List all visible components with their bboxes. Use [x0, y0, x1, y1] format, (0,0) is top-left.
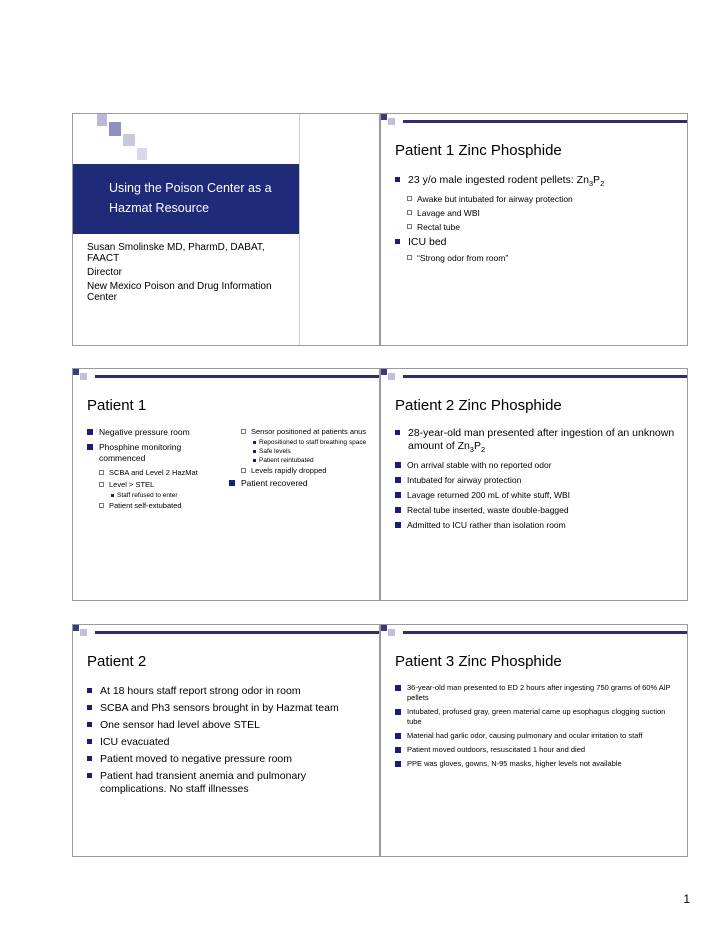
slide-title-text: Patient 1 — [87, 397, 147, 414]
left-column — [87, 427, 229, 513]
decor-square — [123, 134, 135, 146]
bullet: Negative pressure room — [87, 427, 229, 438]
slide-title-text: Patient 2 Zinc Phosphide — [395, 397, 562, 414]
bullet: At 18 hours staff report strong odor in room — [87, 685, 371, 698]
author-role: Director — [87, 267, 123, 278]
sub-bullet: Awake but intubated for airway protection — [395, 194, 679, 205]
slide-content — [395, 174, 679, 267]
bullet: Patient had transient anemia and pulmonary complications. No staff illnesses — [87, 770, 371, 796]
sub-bullet: Level > STEL — [87, 480, 229, 489]
slide-title — [72, 113, 380, 346]
bullet: ICU bed — [395, 236, 679, 249]
bullet: 36-year-old man presented to ED 2 hours after ingesting 750 grams of 60% AlP pellets — [395, 683, 679, 703]
slide-title-text: Patient 2 — [87, 653, 147, 670]
slide-patient2-zinc-phosphide — [380, 368, 688, 601]
right-column — [229, 427, 371, 513]
sub-sub-bullet: Staff refused to enter — [87, 492, 229, 500]
decor-square — [97, 114, 107, 126]
sub-bullet: “Strong odor from room” — [395, 253, 679, 264]
bullet: One sensor had level above STEL — [87, 719, 371, 732]
slide-patient3-zinc-phosphide — [380, 624, 688, 857]
bullet: Material had garlic odor, causing pulmonary and ocular irritation to staff — [395, 731, 679, 741]
bullet: On arrival stable with no reported odor — [395, 460, 679, 471]
slide-decoration — [381, 369, 687, 383]
title-line: Using the Poison Center as a — [109, 181, 272, 195]
sub-bullet: Lavage and WBI — [395, 208, 679, 219]
sub-bullet: Sensor positioned at patients anus — [229, 427, 371, 436]
slide-decoration — [381, 114, 687, 128]
bullet: 23 y/o male ingested rodent pellets: $Zn_3P_2$ — [395, 174, 679, 190]
bullet: Intubated, profused gray, green material came up esophagus clogging suction tube — [395, 707, 679, 727]
title-line: Hazmat Resource — [109, 201, 210, 215]
sub-bullet: Patient self-extubated — [87, 501, 229, 510]
decor-square — [137, 148, 147, 160]
bullet: Patient moved outdoors, resuscitated 1 hour and died — [395, 745, 679, 755]
author-block — [87, 242, 287, 306]
slide-content — [87, 427, 371, 513]
bullet: Lavage returned 200 mL of white stuff, WBI — [395, 490, 679, 501]
slide-title-text: Patient 1 Zinc Phosphide — [395, 142, 562, 159]
sub-sub-bullet: Patient reintubated — [229, 457, 371, 465]
slide-content — [395, 427, 679, 535]
slide-title-text: Patient 3 Zinc Phosphide — [395, 653, 562, 670]
author-org: New Mexico Poison and Drug Information Center — [87, 281, 272, 303]
decor-line — [299, 114, 300, 345]
sub-sub-bullet: Repositioned to staff breathing space — [229, 439, 371, 447]
slide-patient1-zinc-phosphide — [380, 113, 688, 346]
slide-content — [395, 683, 679, 773]
bullet: ICU evacuated — [87, 736, 371, 749]
sub-bullet: SCBA and Level 2 HazMat — [87, 468, 229, 477]
bullet: Rectal tube inserted, waste double-bagged — [395, 505, 679, 516]
bullet: Phosphine monitoring commenced — [87, 442, 229, 464]
bullet: PPE was gloves, gowns, N-95 masks, higher levels not available — [395, 759, 679, 769]
bullet: Admitted to ICU rather than isolation room — [395, 520, 679, 531]
bullet: Patient moved to negative pressure room — [87, 753, 371, 766]
decor-square — [109, 122, 121, 136]
slide-patient2 — [72, 624, 380, 857]
sub-sub-bullet: Safe levels — [229, 448, 371, 456]
sub-bullet: Levels rapidly dropped — [229, 466, 371, 475]
page-number: 1 — [683, 892, 690, 906]
slide-decoration — [73, 369, 379, 383]
bullet: SCBA and Ph3 sensors brought in by Hazmat team — [87, 702, 371, 715]
slide-decoration — [73, 625, 379, 639]
bullet: Patient recovered — [229, 478, 371, 489]
author-name: Susan Smolinske MD, PharmD, DABAT, FAACT — [87, 242, 265, 264]
slide-content — [87, 685, 371, 800]
sub-bullet: Rectal tube — [395, 222, 679, 233]
bullet: 28-year-old man presented after ingestion of an unknown amount of $Zn_3P_2$ — [395, 427, 679, 456]
slide-patient1 — [72, 368, 380, 601]
bullet: Intubated for airway protection — [395, 475, 679, 486]
slide-decoration — [381, 625, 687, 639]
presentation-title — [109, 178, 272, 218]
